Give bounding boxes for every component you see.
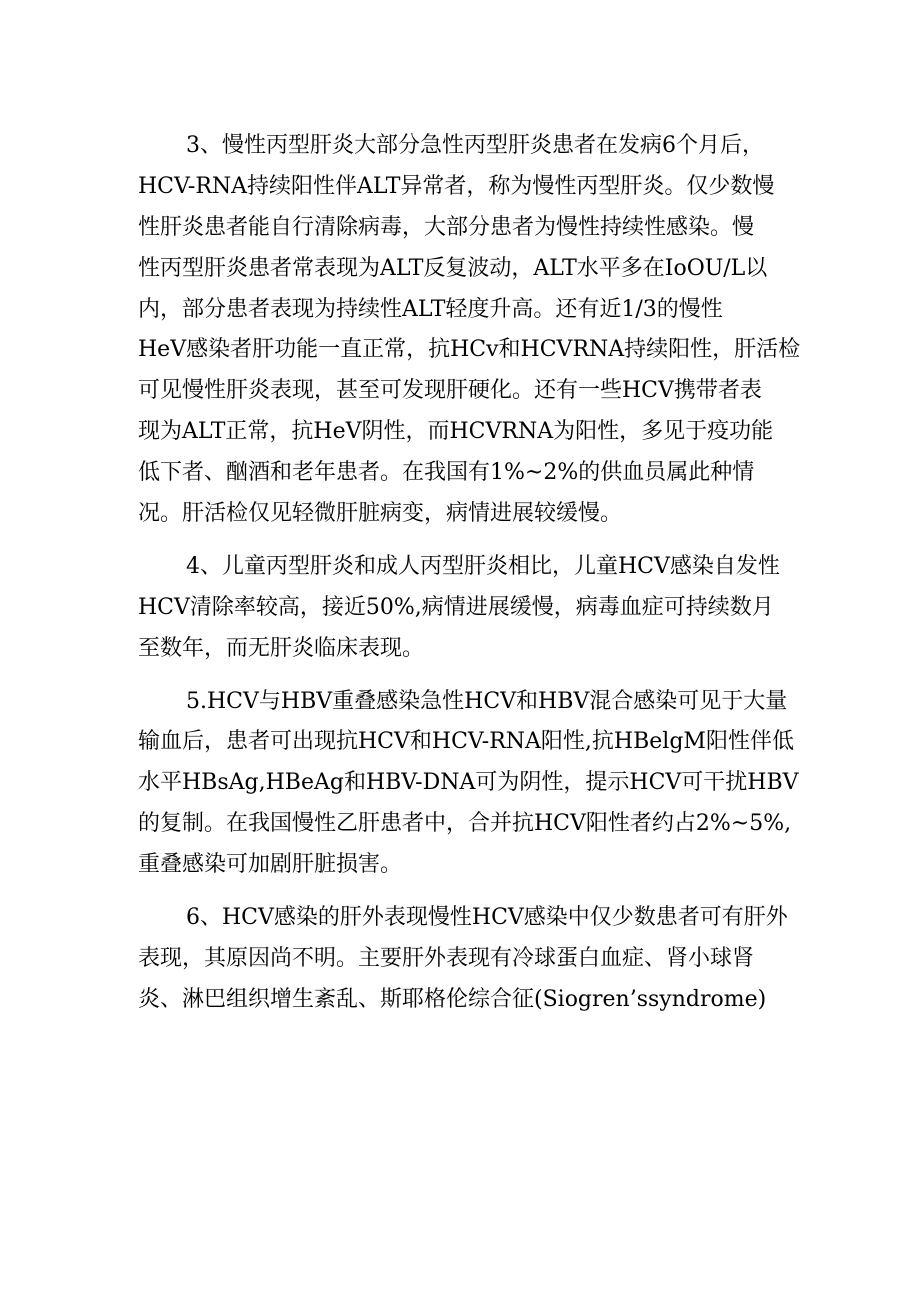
text-line: 3、慢性丙型肝炎大部分急性丙型肝炎患者在发病6个月后， [186,133,764,158]
text-line: 4、儿童丙型肝炎和成人丙型肝炎相比，儿童HCV感染自发性 [186,553,780,579]
text-line: 重叠感染可加剧肝脏损害。 [138,852,403,878]
text-line: 5.HCV与HBV重叠感染急性HCV和HBV混合感染可见于大量 [186,688,788,714]
document-body [138,126,810,1033]
text-line: 表现，其原因尚不明。主要肝外表现有冷球蛋白血症、肾小球肾 [138,945,755,971]
text-line: HeV感染者肝功能一直正常，抗HCv和HCVRNA持续阳性，肝活检 [138,337,801,363]
text-line: 低下者、酗酒和老年患者。在我国有1%~2%的供血员属此种情 [138,460,755,486]
text-line: 输血后，患者可出现抗HCV和HCV-RNA阳性,抗HBelgM阳性伴低 [138,729,794,755]
text-line: 炎、淋巴组织增生紊乱、斯耶格伦综合征(Siogren’ssyndrome) [138,986,767,1012]
paragraph-pediatric-hepatitis-c [138,547,810,670]
text-line: HCV-RNA持续阳性伴ALT异常者，称为慢性丙型肝炎。仅少数慢 [138,173,775,199]
text-line: 性丙型肝炎患者常表现为ALT反复波动，ALT水平多在IoOU/L以 [138,255,768,281]
text-line: 水平HBsAg,HBeAg和HBV-DNA可为阴性，提示HCV可干扰HBV [138,770,799,796]
paragraph-extrahepatic-manifestations [138,898,810,1021]
paragraph-hcv-hbv-coinfection [138,682,810,886]
text-line: 现为ALT正常，抗HeV阴性，而HCVRNA为阳性，多见于疫功能 [138,419,774,445]
paragraph-chronic-hepatitis-c [138,126,810,535]
text-line: 内，部分患者表现为持续性ALT轻度升高。还有近1/3的慢性 [138,296,723,322]
text-line: 可见慢性肝炎表现，甚至可发现肝硬化。还有一些HCV携带者表 [138,378,762,404]
text-line: 的复制。在我国慢性乙肝患者中，合并抗HCV阳性者约占2%~5%, [138,811,792,837]
text-line: HCV清除率较高，接近50%,病情进展缓慢，病毒血症可持续数月 [138,594,774,620]
text-line: 6、HCV感染的肝外表现慢性HCV感染中仅少数患者可有肝外 [186,905,788,931]
text-line: 况。肝活检仅见轻微肝脏病变，病情进展较缓慢。 [138,501,623,527]
text-line: 至数年，而无肝炎临床表现。 [138,635,425,661]
text-line: 性肝炎患者能自行清除病毒，大部分患者为慢性持续性感染。慢 [138,214,755,240]
